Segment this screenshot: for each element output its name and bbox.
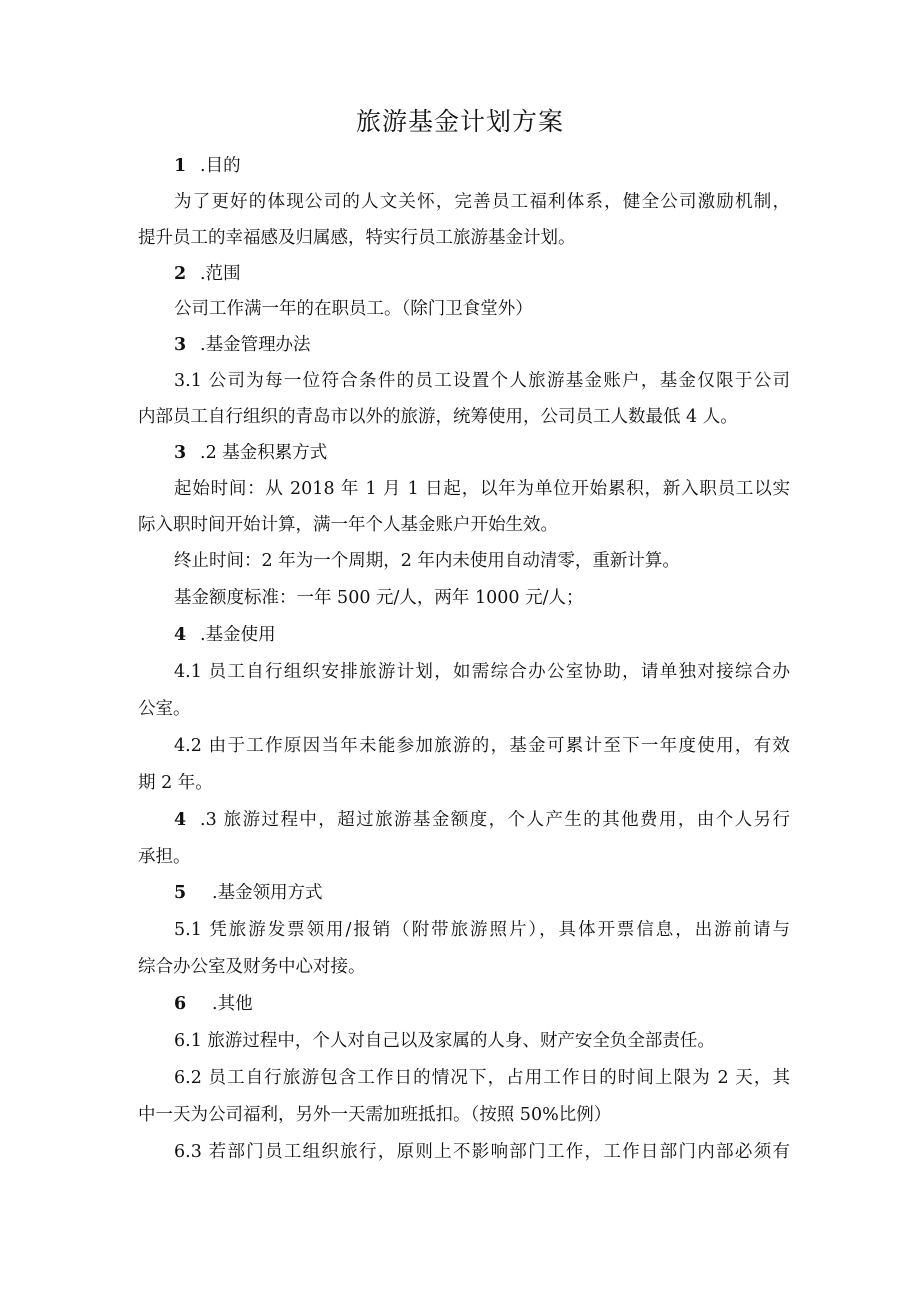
paragraph-line: 4.1 员工自行组织安排旅游计划，如需综合办公室协助，请单独对接综合办	[174, 662, 790, 682]
paragraph-line: 6.2 员工自行旅游包含工作日的情况下，占用工作日的时间上限为 2 天，其	[174, 1068, 790, 1088]
paragraph-line: 公司工作满一年的在职员工。（除门卫食堂外）	[174, 299, 533, 319]
section-number: 3	[174, 335, 187, 355]
section-number: 4	[174, 625, 187, 645]
paragraph-line: 5.1 凭旅游发票领用/报销（附带旅游照片），具体开票信息，出游前请与	[174, 920, 790, 940]
paragraph-line: 提升员工的幸福感及归属感，特实行员工旅游基金计划。	[138, 228, 576, 248]
paragraph-line: 基金额度标准：一年 500 元/人，两年 1000 元/人；	[174, 588, 584, 608]
section-heading-text: .基金领用方式	[212, 883, 323, 903]
paragraph-line: 承担。	[138, 847, 191, 867]
section-number: 4	[174, 810, 187, 830]
subsection-heading-4-3	[174, 807, 790, 833]
section-number: 6	[174, 994, 187, 1014]
document-title: 旅游基金计划方案	[355, 107, 564, 136]
section-heading-text: .目的	[200, 156, 241, 176]
section-heading-5	[174, 880, 790, 906]
section-number: 2	[174, 264, 187, 284]
paragraph-line: 中一天为公司福利，另外一天需加班抵扣。（按照 50%比例）	[138, 1105, 612, 1125]
paragraph-line: 内部员工自行组织的青岛市以外的旅游，统筹使用，公司员工人数最低 4 人。	[138, 407, 738, 427]
section-number: 3	[174, 443, 187, 463]
paragraph-line: 综合办公室及财务中心对接。	[138, 957, 366, 977]
paragraph-line: 终止时间：2 年为一个周期，2 年内未使用自动清零，重新计算。	[174, 551, 680, 571]
paragraph-line: 3.1 公司为每一位符合条件的员工设置个人旅游基金账户，基金仅限于公司	[174, 371, 790, 391]
section-number: 1	[174, 156, 187, 176]
section-heading-text: .范围	[200, 264, 241, 284]
paragraph-line: 为了更好的体现公司的人文关怀，完善员工福利体系，健全公司激励机制，	[174, 192, 790, 212]
paragraph-line: 际入职时间开始计算，满一年个人基金账户开始生效。	[138, 515, 558, 535]
paragraph-line: 期 2 年。	[138, 773, 213, 793]
section-heading-text: .基金管理办法	[200, 335, 311, 355]
paragraph-line: 6.3 若部门员工组织旅行，原则上不影响部门工作，工作日部门内部必须有	[174, 1142, 790, 1162]
section-heading-1	[174, 153, 790, 179]
section-number: 5	[174, 883, 187, 903]
paragraph-line: 6.1 旅游过程中，个人对自己以及家属的人身、财产安全负全部责任。	[174, 1031, 715, 1051]
section-heading-text: .其他	[212, 994, 253, 1014]
section-heading-text: .基金使用	[200, 625, 276, 645]
subsection-heading-3-2	[174, 440, 790, 466]
paragraph-line: 公室。	[138, 699, 191, 719]
section-heading-text: .2 基金积累方式	[200, 443, 328, 463]
section-heading-2	[174, 261, 790, 287]
section-heading-6	[174, 991, 790, 1017]
section-heading-3	[174, 332, 790, 358]
section-heading-text: .3 旅游过程中，超过旅游基金额度，个人产生的其他费用，由个人另行	[200, 810, 790, 830]
paragraph-line: 起始时间：从 2018 年 1 月 1 日起，以年为单位开始累积，新入职员工以实	[174, 479, 790, 499]
paragraph-line: 4.2 由于工作原因当年未能参加旅游的，基金可累计至下一年度使用，有效	[174, 736, 790, 756]
section-heading-4	[174, 622, 790, 648]
